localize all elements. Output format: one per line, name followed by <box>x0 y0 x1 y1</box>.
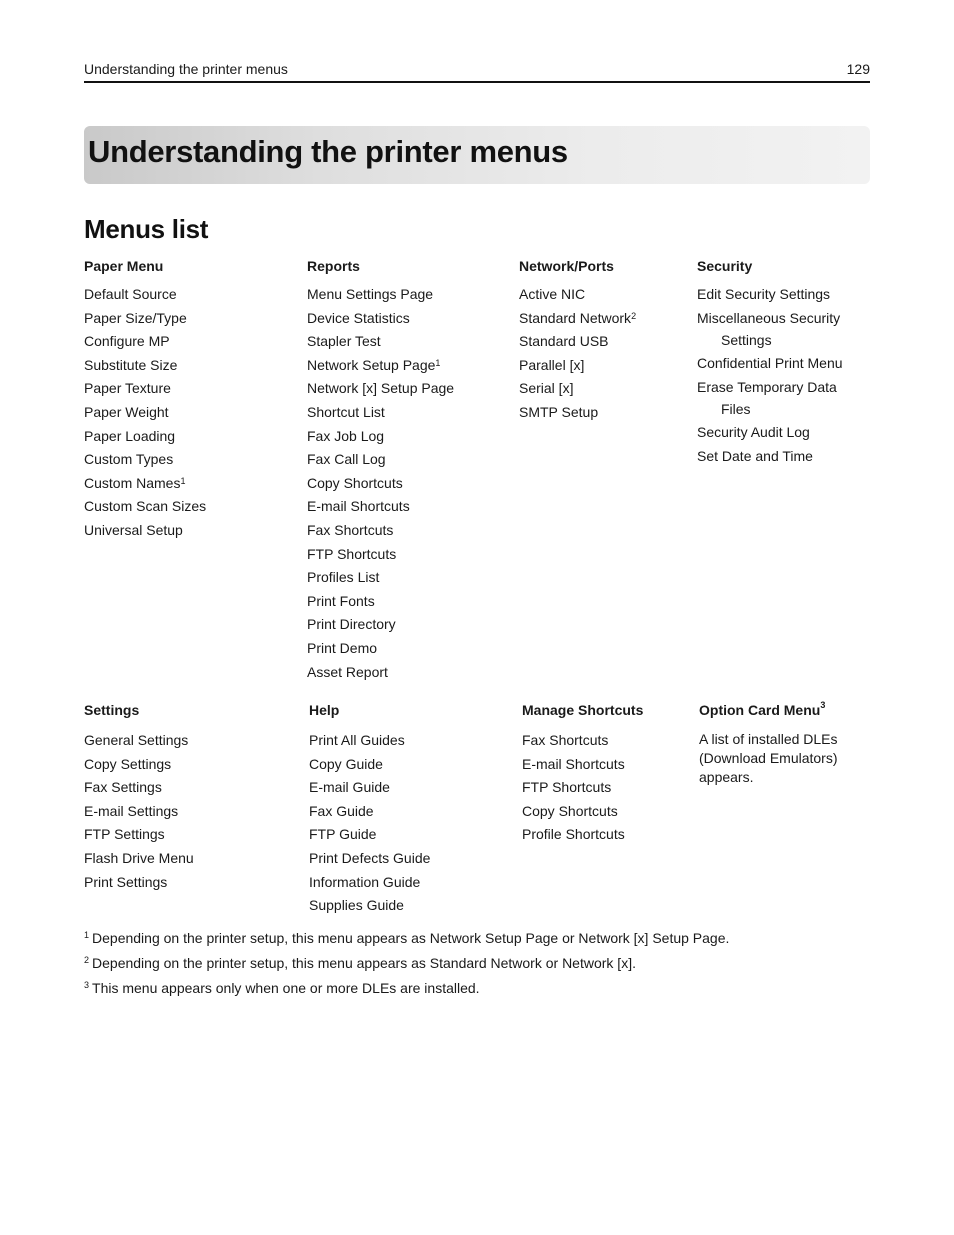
page-header <box>84 59 870 83</box>
menu-item-label: Information Guide <box>309 873 421 890</box>
menu-item-label: Configure MP <box>84 333 170 350</box>
column-heading <box>519 258 614 274</box>
menu-item <box>84 475 206 492</box>
menu-item <box>522 803 625 820</box>
menu-item-label: Edit Security Settings <box>697 286 831 302</box>
menu-item-label-continued: Settings <box>721 331 772 348</box>
column-heading-text: Help <box>309 702 340 718</box>
menu-item <box>307 569 454 586</box>
menu-item-list <box>84 286 206 546</box>
column-heading <box>307 258 360 274</box>
menu-item-label: E-mail Shortcuts <box>307 498 410 515</box>
footnote <box>84 926 729 951</box>
menu-item <box>307 616 454 633</box>
menu-item-label: Default Source <box>84 286 177 302</box>
menu-item <box>309 897 430 914</box>
menu-item <box>84 756 194 773</box>
menu-item <box>522 779 625 796</box>
menu-item <box>522 826 625 843</box>
footnote-marker: 2 <box>84 955 90 965</box>
menu-item-label: Serial [x] <box>519 380 574 397</box>
menu-item <box>84 333 206 350</box>
menu-item-label: Set Date and Time <box>697 447 813 464</box>
menu-item-label: Fax Call Log <box>307 451 386 468</box>
menu-item <box>84 404 206 421</box>
footnote-marker: 1 <box>435 357 441 368</box>
footnote-marker: 1 <box>180 475 186 486</box>
menu-item-label: Copy Shortcuts <box>522 802 618 819</box>
menu-item-label: Profile Shortcuts <box>522 826 625 843</box>
menu-item <box>307 546 454 563</box>
menu-item-list <box>522 732 625 850</box>
menu-item <box>84 874 194 891</box>
menu-item-label: Network Setup Page <box>307 356 436 373</box>
page-number: 129 <box>846 61 870 77</box>
menu-item-label: Paper Size/Type <box>84 309 187 326</box>
menu-item <box>697 379 843 418</box>
menu-item <box>307 522 454 539</box>
menu-item-label: Custom Types <box>84 451 174 468</box>
footnote-marker: 1 <box>84 930 90 940</box>
menu-item <box>84 803 194 820</box>
menu-item-label: Print All Guides <box>309 732 405 748</box>
menu-item-label: Custom Names <box>84 474 181 491</box>
footnote-text: Depending on the printer setup, this menu appears as Standard Network or Network [x]. <box>92 955 636 971</box>
menu-item <box>309 826 430 843</box>
menu-item-label: Fax Guide <box>309 802 374 819</box>
menu-item <box>309 803 430 820</box>
menu-item-label: Supplies Guide <box>309 897 404 914</box>
menu-item <box>697 448 843 465</box>
menu-item <box>307 664 454 681</box>
column-heading <box>699 702 825 718</box>
menu-item <box>307 357 454 374</box>
menu-item-label: Fax Settings <box>84 779 162 796</box>
menu-item <box>309 850 430 867</box>
menu-item-list <box>307 286 454 687</box>
menu-item <box>84 850 194 867</box>
menu-item <box>697 310 843 349</box>
menu-item-label: Shortcut List <box>307 403 385 420</box>
menu-item <box>307 498 454 515</box>
menu-item <box>84 498 206 515</box>
menu-item <box>519 333 636 350</box>
column-heading <box>697 258 752 274</box>
menu-item-list <box>309 732 430 921</box>
column-heading-text: Network/Ports <box>519 258 614 274</box>
menu-item-label: Print Defects Guide <box>309 849 431 866</box>
menu-item <box>519 380 636 397</box>
menu-item-label: E-mail Shortcuts <box>522 755 625 772</box>
menu-item-list <box>697 286 843 472</box>
menu-item-label: Fax Job Log <box>307 427 385 444</box>
menu-item-label: FTP Settings <box>84 826 165 843</box>
column-heading <box>84 258 163 274</box>
menu-item <box>519 286 636 303</box>
footnote-text: Depending on the printer setup, this menu appears as Network Setup Page or Network [x] Setup Page. <box>92 930 730 946</box>
menu-item-list <box>519 286 636 428</box>
menu-item <box>84 286 206 303</box>
menu-item-label: Stapler Test <box>307 333 381 350</box>
menu-item-label: Fax Shortcuts <box>522 732 609 748</box>
menu-item-list <box>84 732 194 897</box>
menu-item-label-continued: Files <box>721 400 751 417</box>
menu-item <box>307 333 454 350</box>
menu-item <box>307 380 454 397</box>
column-heading-text: Security <box>697 258 753 274</box>
column-heading-text: Paper Menu <box>84 258 164 274</box>
menu-item <box>307 310 454 327</box>
menu-item <box>522 732 625 749</box>
menu-item-label: Paper Weight <box>84 403 169 420</box>
menu-item <box>307 404 454 421</box>
footnote <box>84 976 729 1001</box>
menu-item-label: Menu Settings Page <box>307 286 434 302</box>
menu-item <box>519 357 636 374</box>
menu-item <box>519 404 636 421</box>
section-title: Menus list <box>84 214 209 244</box>
column-heading-text: Option Card Menu <box>699 702 821 718</box>
menu-item <box>84 428 206 445</box>
footnote-marker: 2 <box>631 310 637 321</box>
menu-item <box>697 424 843 441</box>
footnote-marker: 3 <box>820 700 826 710</box>
menu-item <box>84 451 206 468</box>
menu-item-label: Standard Network <box>519 309 632 326</box>
menu-item-label: Copy Settings <box>84 755 172 772</box>
column-note: A list of installed DLEs (Download Emulators) appears. <box>699 731 838 785</box>
chapter-banner <box>84 126 870 184</box>
menu-item-label: Print Fonts <box>307 592 375 609</box>
menu-item-label: Custom Scan Sizes <box>84 498 207 515</box>
menu-item-label: Flash Drive Menu <box>84 849 194 866</box>
menu-item-label: FTP Shortcuts <box>522 779 612 796</box>
menu-item <box>307 640 454 657</box>
column-heading-text: Manage Shortcuts <box>522 702 644 718</box>
menu-item-label: E-mail Guide <box>309 779 390 796</box>
menu-item-label: Miscellaneous Security <box>697 309 841 326</box>
menu-item-label: Print Directory <box>307 616 396 633</box>
menu-item <box>84 357 206 374</box>
footnote-text: This menu appears only when one or more DLEs are installed. <box>92 980 480 996</box>
running-header-title: Understanding the printer menus <box>84 61 288 77</box>
menu-item <box>307 428 454 445</box>
menu-item-label: Asset Report <box>307 663 388 680</box>
column-heading-text: Settings <box>84 702 140 718</box>
menu-item-label: Copy Shortcuts <box>307 474 403 491</box>
menu-item-label: Profiles List <box>307 569 380 586</box>
menu-item <box>309 779 430 796</box>
menu-item <box>307 286 454 303</box>
menu-item <box>309 756 430 773</box>
menu-item <box>697 355 843 372</box>
menu-item <box>522 756 625 773</box>
menu-item-label: Copy Guide <box>309 755 383 772</box>
menu-item <box>84 732 194 749</box>
column-heading-text: Reports <box>307 258 360 274</box>
menu-item-label: Device Statistics <box>307 309 410 326</box>
menu-item-label: General Settings <box>84 732 189 748</box>
menu-item <box>84 310 206 327</box>
menu-item-label: Fax Shortcuts <box>307 521 394 538</box>
column-heading <box>84 702 139 718</box>
menu-item-label: Erase Temporary Data <box>697 378 837 395</box>
menu-item <box>309 874 430 891</box>
menu-item-label: FTP Shortcuts <box>307 545 397 562</box>
menu-item-label: Print Demo <box>307 639 378 656</box>
menu-item-label: Print Settings <box>84 873 168 890</box>
menu-item <box>519 310 636 327</box>
menu-item-label: Confidential Print Menu <box>697 355 843 372</box>
menu-item <box>307 593 454 610</box>
menu-item <box>84 522 206 539</box>
menu-item-label: Active NIC <box>519 286 586 302</box>
menu-item <box>84 826 194 843</box>
menu-item <box>307 451 454 468</box>
menu-item-label: Security Audit Log <box>697 424 810 441</box>
footnote <box>84 951 729 976</box>
menu-item <box>84 779 194 796</box>
menu-item-label: Parallel [x] <box>519 356 585 373</box>
menu-item-label: Universal Setup <box>84 521 183 538</box>
menu-item <box>309 732 430 749</box>
menu-item-label: Network [x] Setup Page <box>307 380 455 397</box>
column-heading <box>309 702 339 718</box>
menu-item-label: SMTP Setup <box>519 403 599 420</box>
column-heading <box>522 702 643 718</box>
menu-item-label: E-mail Settings <box>84 802 179 819</box>
menu-item-label: FTP Guide <box>309 826 377 843</box>
menu-item <box>84 380 206 397</box>
menu-item <box>307 475 454 492</box>
menu-item-label: Paper Texture <box>84 380 171 397</box>
menu-item-label: Substitute Size <box>84 356 178 373</box>
menu-item-label: Standard USB <box>519 333 609 350</box>
menu-item-label: Paper Loading <box>84 427 176 444</box>
footnote-marker: 3 <box>84 980 90 990</box>
chapter-title: Understanding the printer menus <box>88 134 568 169</box>
footnotes <box>84 926 729 1001</box>
menu-item <box>697 286 843 303</box>
